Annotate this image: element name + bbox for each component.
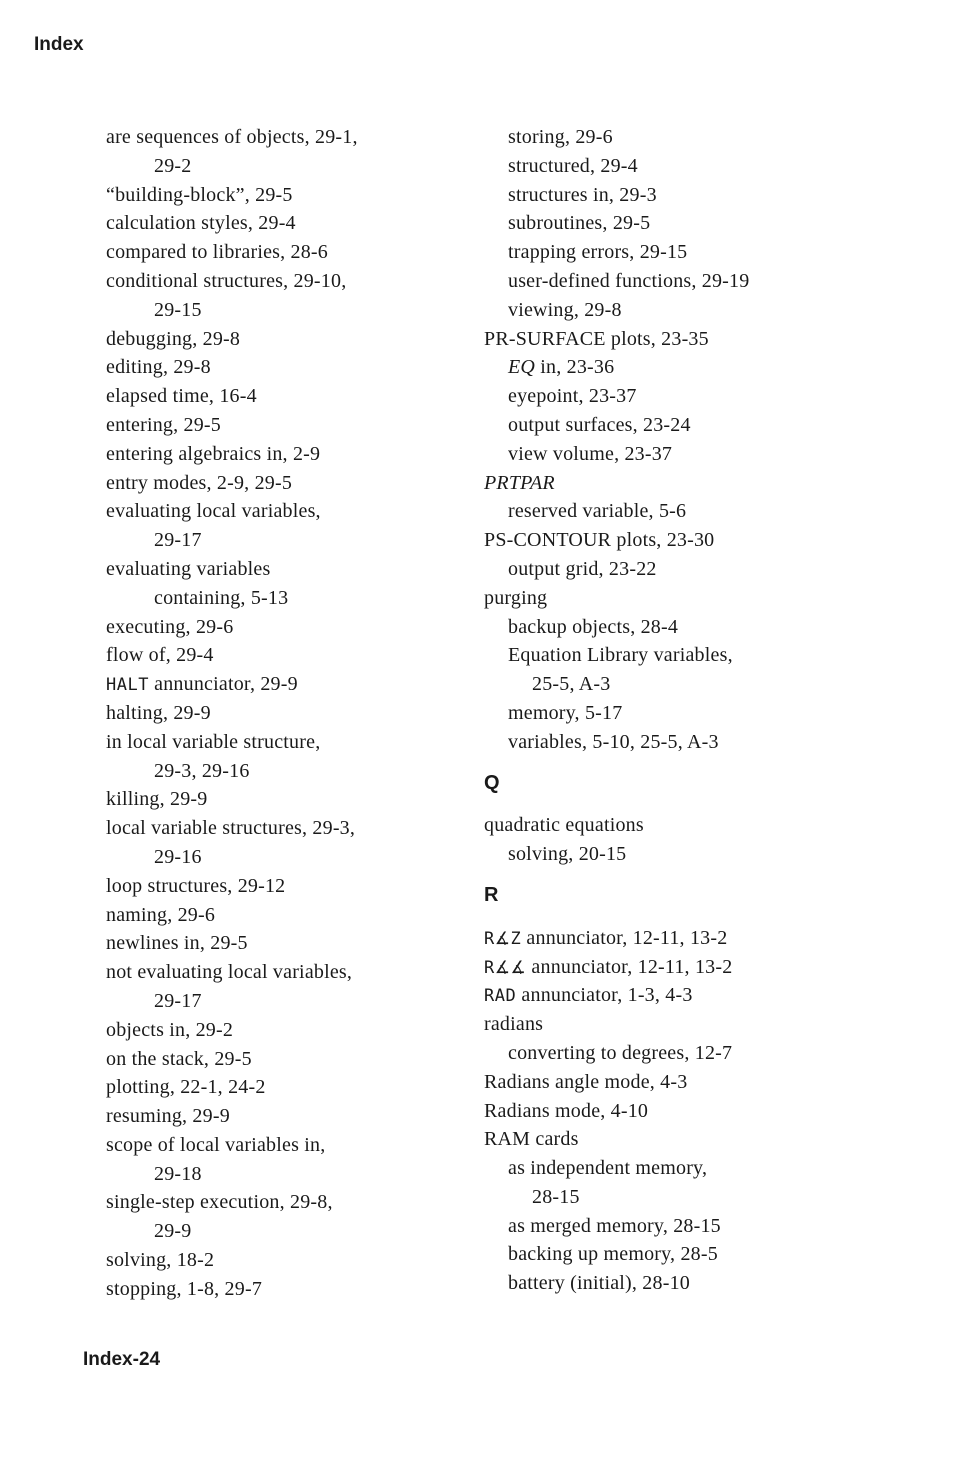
index-column-right [484, 123, 829, 1298]
index-entry [484, 181, 829, 210]
index-entry [484, 440, 829, 469]
section-letter-q: Q [484, 771, 500, 794]
index-entry [484, 123, 829, 152]
index-entry [484, 497, 829, 526]
index-entry-text: converting to degrees, 12-7 [508, 1041, 733, 1064]
index-entry-text: backing up memory, 28-5 [508, 1243, 718, 1266]
index-entry-text: “building-block”, 29-5 [106, 183, 293, 206]
index-entry [106, 1073, 436, 1102]
index-entry [106, 497, 436, 526]
index-entry-text: structured, 29-4 [508, 154, 638, 177]
index-entry [106, 1275, 436, 1304]
index-entry-text: in, 23-36 [535, 356, 615, 379]
index-entry [106, 1131, 436, 1160]
index-entry-text: not evaluating local variables, [106, 961, 353, 984]
index-entry-text: Radians angle mode, 4-3 [484, 1070, 688, 1093]
index-entry [106, 613, 436, 642]
index-entry-text: loop structures, 29-12 [106, 874, 286, 897]
index-group-r [484, 924, 829, 1298]
index-entry [484, 238, 829, 267]
index-entry-text: executing, 29-6 [106, 615, 234, 638]
index-entry [106, 152, 436, 181]
index-entry [106, 382, 436, 411]
index-entry-text: 29-17 [154, 529, 202, 552]
annunciator-glyph: R∡∡ [484, 957, 527, 978]
index-entry-text: calculation styles, 29-4 [106, 212, 296, 235]
index-entry [106, 1217, 436, 1246]
index-entry-text: 29-16 [154, 845, 202, 868]
index-entry [484, 1240, 829, 1269]
index-entry [106, 901, 436, 930]
index-entry [106, 1045, 436, 1074]
index-entry-text: view volume, 23-37 [508, 442, 673, 465]
index-entry [106, 411, 436, 440]
index-entry-text: subroutines, 29-5 [508, 212, 651, 235]
index-entry-text: 29-18 [154, 1162, 202, 1185]
index-entry [106, 353, 436, 382]
index-entry-text: newlines in, 29-5 [106, 932, 248, 955]
index-entry-text: stopping, 1-8, 29-7 [106, 1277, 263, 1300]
index-entry-text: plotting, 22-1, 24-2 [106, 1076, 266, 1099]
index-entry-text: halting, 29-9 [106, 701, 211, 724]
index-entry [484, 924, 829, 953]
index-entry [106, 1102, 436, 1131]
index-entry-text: 29-17 [154, 989, 202, 1012]
index-entry [484, 1039, 829, 1068]
index-entry-text: PS-CONTOUR plots, 23-30 [484, 529, 715, 552]
index-entry-text: annunciator, 1-3, 4-3 [516, 984, 693, 1007]
index-entry [484, 382, 829, 411]
index-entry-text: flow of, 29-4 [106, 644, 214, 667]
index-entry-text: in local variable structure, [106, 730, 321, 753]
index-entry-text: purging [484, 586, 548, 609]
index-entry [106, 123, 436, 152]
index-entry-text: memory, 5-17 [508, 701, 623, 724]
index-entry [484, 728, 829, 757]
italic-term: PRTPAR [484, 471, 555, 494]
index-entry-text: 28-15 [532, 1185, 580, 1208]
index-entry-text: eyepoint, 23-37 [508, 385, 637, 408]
index-entry [106, 555, 436, 584]
index-entry [484, 1269, 829, 1298]
index-entry [484, 584, 829, 613]
index-entry [484, 953, 829, 982]
index-entry-text: evaluating local variables, [106, 500, 321, 523]
index-entry-text: battery (initial), 28-10 [508, 1272, 690, 1295]
index-entry-text: entering algebraics in, 2-9 [106, 442, 321, 465]
index-entry [484, 152, 829, 181]
index-entry-text: RAM cards [484, 1128, 579, 1151]
index-entry-text: 25-5, A-3 [532, 673, 611, 696]
index-entry-text: solving, 18-2 [106, 1249, 215, 1272]
index-entry [106, 1016, 436, 1045]
index-entry [106, 584, 436, 613]
index-entry [484, 411, 829, 440]
index-entry-text: variables, 5-10, 25-5, A-3 [508, 730, 719, 753]
index-entry [106, 785, 436, 814]
section-letter-r: R [484, 883, 499, 906]
running-head: Index [34, 34, 84, 55]
index-entry [484, 840, 829, 869]
index-group-p-continued [484, 123, 829, 757]
index-entry-text: annunciator, 12-11, 13-2 [521, 926, 728, 949]
index-entry-text: storing, 29-6 [508, 126, 613, 148]
index-entry-text: output surfaces, 23-24 [508, 413, 691, 436]
index-entry [484, 353, 829, 382]
index-entry-text: 29-15 [154, 298, 202, 321]
index-entry [484, 1125, 829, 1154]
index-entry-text: editing, 29-8 [106, 356, 211, 379]
index-entry-text: entry modes, 2-9, 29-5 [106, 471, 293, 494]
index-entry [484, 267, 829, 296]
index-entry [484, 209, 829, 238]
index-entry [484, 641, 829, 670]
index-entry [106, 267, 436, 296]
index-entry-text: resuming, 29-9 [106, 1105, 230, 1128]
index-entry [484, 1212, 829, 1241]
index-entry [106, 872, 436, 901]
index-entry [484, 670, 829, 699]
index-entry [106, 728, 436, 757]
index-entry-text: Radians mode, 4-10 [484, 1099, 649, 1122]
index-entry-text: elapsed time, 16-4 [106, 385, 257, 408]
index-entry [484, 613, 829, 642]
index-entry-text: radians [484, 1013, 544, 1036]
index-entry [484, 526, 829, 555]
index-entry [106, 843, 436, 872]
index-entry-text: containing, 5-13 [154, 586, 289, 609]
index-entry [106, 814, 436, 843]
annunciator-glyph: HALT [106, 675, 149, 696]
index-entry-text: annunciator, 29-9 [148, 673, 298, 696]
index-entry [106, 757, 436, 786]
index-entry-text: 29-2 [154, 154, 192, 177]
page-number: Index-24 [83, 1349, 161, 1370]
index-entry [484, 1097, 829, 1126]
index-entry [106, 929, 436, 958]
index-entry-text: on the stack, 29-5 [106, 1047, 252, 1070]
index-entry-text: 29-3, 29-16 [154, 759, 250, 782]
index-entry [106, 181, 436, 210]
index-entry [106, 958, 436, 987]
index-entry-text: single-step execution, 29-8, [106, 1191, 333, 1214]
index-entry [484, 1010, 829, 1039]
index-entry [484, 981, 829, 1010]
italic-term: EQ [508, 356, 536, 379]
index-entry [484, 325, 829, 354]
index-entry-text: backup objects, 28-4 [508, 615, 679, 638]
index-entry [106, 1160, 436, 1189]
index-entry [484, 1068, 829, 1097]
annunciator-glyph: RAD [484, 986, 517, 1007]
index-entry-text: annunciator, 12-11, 13-2 [526, 955, 733, 978]
index-entry-text: output grid, 23-22 [508, 557, 657, 580]
index-entry [106, 1188, 436, 1217]
index-entry-text: PR-SURFACE plots, 23-35 [484, 327, 709, 350]
index-column-left [106, 123, 436, 1304]
index-entry [106, 987, 436, 1016]
index-entry [484, 1183, 829, 1212]
index-entry [106, 469, 436, 498]
index-entry [484, 296, 829, 325]
index-entry-text: 29-9 [154, 1220, 192, 1243]
index-entry-text: as merged memory, 28-15 [508, 1214, 721, 1237]
index-entry [106, 1246, 436, 1275]
index-entry [484, 555, 829, 584]
index-entry [106, 699, 436, 728]
index-group-q [484, 811, 829, 869]
index-entry-text: reserved variable, 5-6 [508, 500, 687, 523]
index-entry-text: scope of local variables in, [106, 1133, 326, 1156]
index-entry-text: debugging, 29-8 [106, 327, 241, 350]
annunciator-glyph: R∡Z [484, 928, 522, 949]
index-entry [106, 526, 436, 555]
index-entry-text: killing, 29-9 [106, 788, 208, 811]
index-entry-text: quadratic equations [484, 814, 644, 837]
index-entry-text: evaluating variables [106, 557, 271, 580]
index-entry [484, 1154, 829, 1183]
index-entry-text: are sequences of objects, 29-1, [106, 126, 358, 148]
index-entry-text: structures in, 29-3 [508, 183, 657, 206]
index-entry [106, 238, 436, 267]
index-entry-text: entering, 29-5 [106, 413, 221, 436]
index-entry-text: compared to libraries, 28-6 [106, 241, 328, 264]
index-entry-text: conditional structures, 29-10, [106, 269, 347, 292]
index-entry [106, 440, 436, 469]
index-entry-text: naming, 29-6 [106, 903, 216, 926]
index-entry [484, 469, 829, 498]
index-entry [106, 296, 436, 325]
index-entry-text: Equation Library variables, [508, 644, 733, 667]
index-entry-text: user-defined functions, 29-19 [508, 269, 750, 292]
index-entry-text: viewing, 29-8 [508, 298, 622, 321]
index-entry-text: as independent memory, [508, 1157, 708, 1180]
index-entry [484, 699, 829, 728]
index-entry-text: trapping errors, 29-15 [508, 241, 688, 264]
index-entry [106, 209, 436, 238]
index-entry [106, 325, 436, 354]
index-entry-text: local variable structures, 29-3, [106, 817, 356, 840]
index-entry-text: objects in, 29-2 [106, 1018, 234, 1041]
index-entry [106, 641, 436, 670]
index-entry-text: solving, 20-15 [508, 843, 627, 866]
index-entry [106, 670, 436, 699]
index-entry [484, 811, 829, 840]
